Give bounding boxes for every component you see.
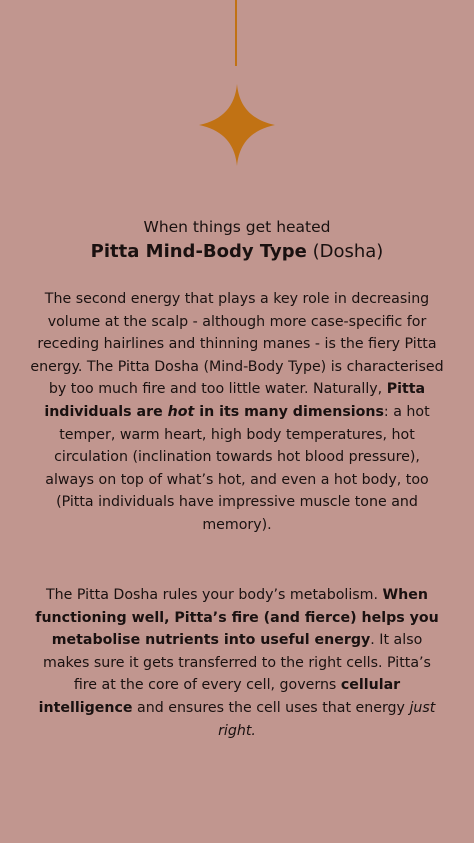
p2-bold-2: cellular intelligence	[38, 677, 401, 716]
section-kicker: When things get heated	[143, 218, 331, 236]
ornament-line	[235, 0, 237, 66]
four-point-star-icon	[199, 84, 275, 166]
section-title	[30, 238, 444, 266]
p1-bold-italic-hot: hot	[167, 403, 195, 420]
p2-italic-1: just right.	[218, 699, 436, 739]
paragraph-pitta-intro	[30, 288, 444, 537]
p2-bold-1: When functioning well, Pitta’s fire (and fierce) helps you metabolise nutrients into useful energy	[35, 587, 439, 649]
p1-text-1: The second energy that plays a key role in decreasing volume at the scalp - although more case-specific for receding hairlines and thinning manes - is the fiery Pitta energy. The Pitta Dosha (Mind-Body Type) is characterised by too much fire and too little water. Naturally,	[30, 291, 444, 398]
p1-text-2: : a hot temper, warm heart, high body temperatures, hot circulation (inclination towards hot blood pressure), always on top of what’s hot, and even a hot body, too (Pitta individuals have impressive muscle tone and memory).	[45, 403, 430, 533]
title-rest: (Dosha)	[306, 241, 384, 262]
p1-bold-1: Pitta individuals are	[44, 381, 426, 420]
paragraph-pitta-metabolism	[30, 584, 444, 742]
p1-bold-2: in its many dimensions	[194, 403, 384, 420]
p2-text-3: and ensures the cell uses that energy	[132, 699, 410, 716]
title-bold: Pitta Mind-Body Type	[90, 241, 307, 262]
p2-text-1: The Pitta Dosha rules your body’s metabolism.	[45, 587, 383, 603]
p2-text-2: . It also makes sure it gets transferred to the right cells. Pitta’s fire at the core of every cell, governs	[43, 632, 431, 694]
